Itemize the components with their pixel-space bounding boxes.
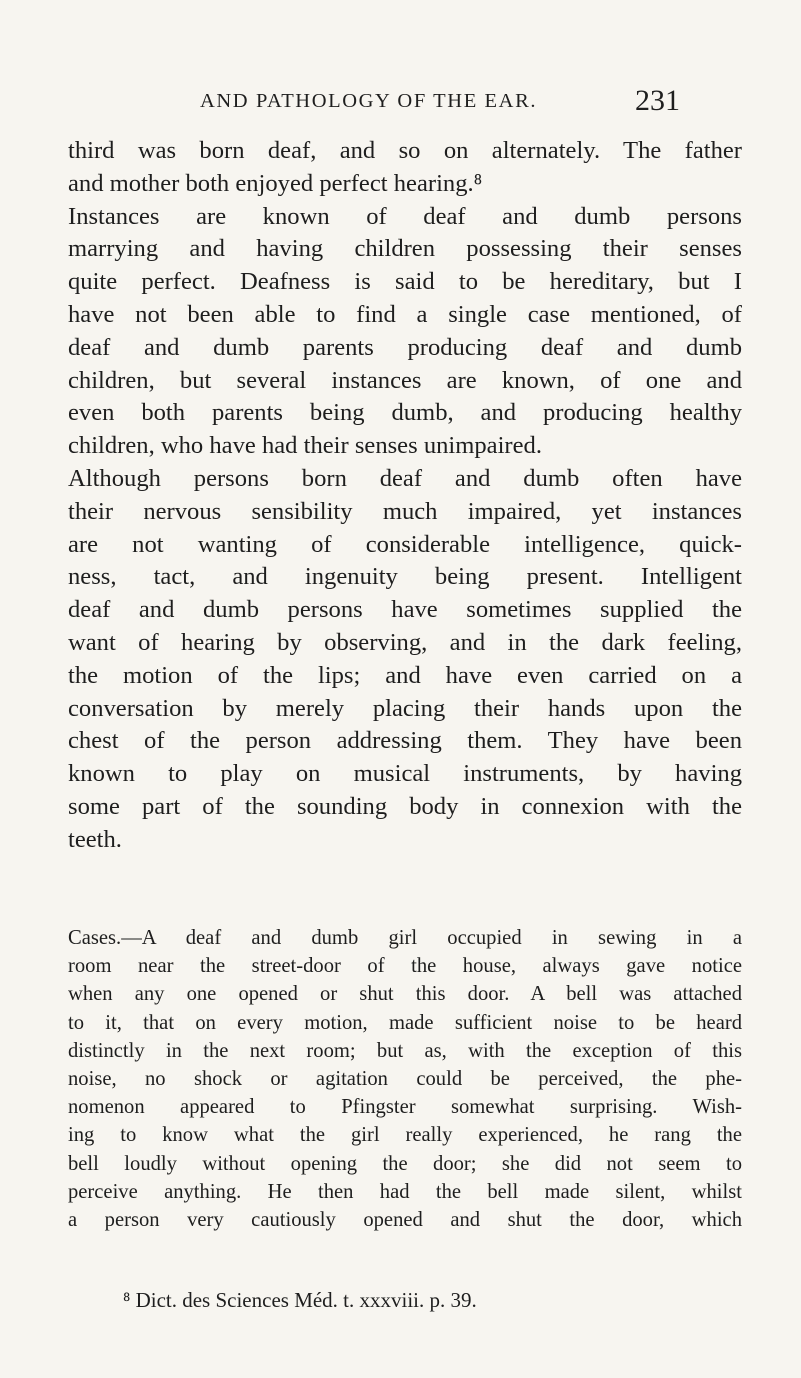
body-line: quite perfect. Deafness is said to be hereditary, but I xyxy=(68,268,742,296)
body-line: ness, tact, and ingenuity being present. Intelligent xyxy=(68,563,742,591)
body-paragraphs xyxy=(68,135,742,857)
body-line: chest of the person addressing them. They have been xyxy=(68,727,742,755)
body-line: and mother both enjoyed perfect hearing.⁸ xyxy=(68,169,483,197)
cases-line: ing to know what the girl really experienced, he rang the xyxy=(68,1124,742,1147)
body-line: have not been able to find a single case mentioned, of xyxy=(68,300,742,328)
cases-line: noise, no shock or agitation could be perceived, the phe- xyxy=(68,1067,742,1090)
body-line: conversation by merely placing their hands upon the xyxy=(68,694,742,722)
body-line: children, but several instances are known, of one and xyxy=(68,366,742,394)
cases-line: a person very cautiously opened and shut the door, which xyxy=(68,1208,742,1231)
cases-line: when any one opened or shut this door. A bell was attached xyxy=(68,983,742,1006)
running-head xyxy=(0,84,801,124)
body-line: Although persons born deaf and dumb often have xyxy=(68,464,742,492)
cases-line: perceive anything. He then had the bell made silent, whilst xyxy=(68,1180,742,1203)
cases-line: distinctly in the next room; but as, with the exception of this xyxy=(68,1039,742,1062)
cases-paragraph xyxy=(68,924,742,1234)
body-line: deaf and dumb parents producing deaf and dumb xyxy=(68,333,742,361)
cases-line: nomenon appeared to Pfingster somewhat surprising. Wish- xyxy=(68,1096,742,1119)
body-line: even both parents being dumb, and producing healthy xyxy=(68,399,742,427)
cases-line: room near the street-door of the house, always gave notice xyxy=(68,955,742,978)
page-number: 231 xyxy=(635,84,680,117)
body-line: the motion of the lips; and have even carried on a xyxy=(68,661,742,689)
running-title: AND PATHOLOGY OF THE EAR. xyxy=(200,90,538,112)
body-line: their nervous sensibility much impaired, yet instances xyxy=(68,497,742,525)
body-line: Instances are known of deaf and dumb persons xyxy=(68,202,742,230)
footnote: ⁸ Dict. des Sciences Méd. t. xxxviii. p. 39. xyxy=(123,1288,477,1312)
body-line: deaf and dumb persons have sometimes supplied the xyxy=(68,596,742,624)
body-line: third was born deaf, and so on alternately. The father xyxy=(68,137,742,164)
body-line: marrying and having children possessing their senses xyxy=(68,235,742,263)
body-line: children, who have had their senses unimpaired. xyxy=(68,432,542,460)
body-line: want of hearing by observing, and in the dark feeling, xyxy=(68,628,742,656)
cases-line: to it, that on every motion, made sufficient noise to be heard xyxy=(68,1011,742,1034)
body-line: teeth. xyxy=(68,825,122,853)
body-line: some part of the sounding body in connexion with the xyxy=(68,792,742,820)
cases-line: bell loudly without opening the door; she did not seem to xyxy=(68,1152,742,1175)
cases-line: Cases.—A deaf and dumb girl occupied in sewing in a xyxy=(68,927,742,949)
body-line: known to play on musical instruments, by having xyxy=(68,760,742,788)
body-line: are not wanting of considerable intelligence, quick- xyxy=(68,530,742,558)
